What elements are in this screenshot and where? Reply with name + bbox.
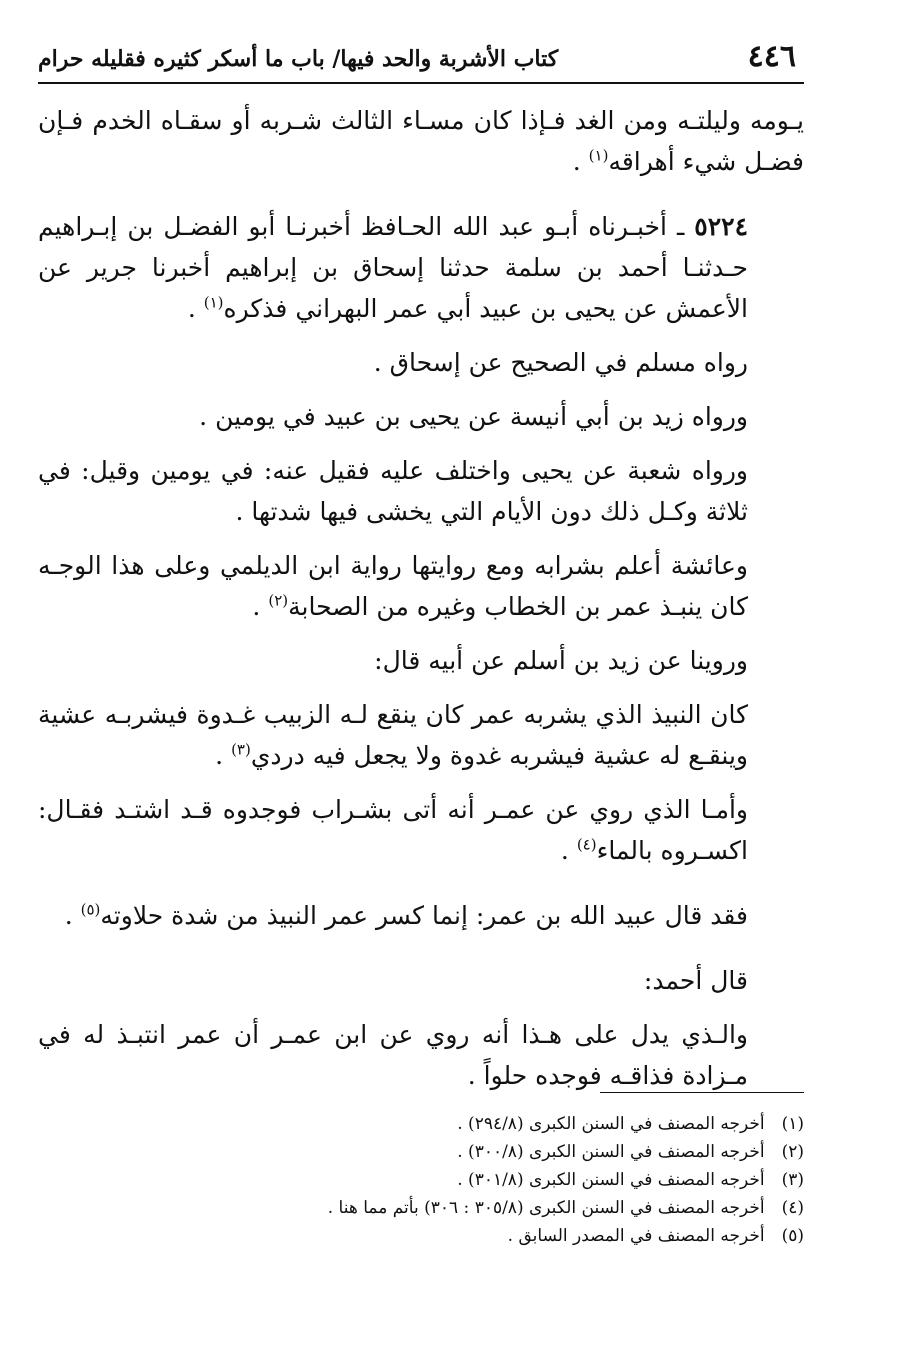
paragraph-text: قال أحمد: (643, 966, 748, 995)
paragraph (38, 100, 804, 182)
paragraph-text: ورواه زيد بن أبي أنيسة عن يحيى بن عبيد في يومين . (199, 402, 748, 431)
paragraph-text: وأمـا الذي روي عن عمـر أنه أتى بشـراب فوجدوه قـد اشتـد فقـال: اكسـروه بالماء (38, 795, 748, 865)
paragraph-text: رواه مسلم في الصحيح عن إسحاق . (373, 348, 748, 377)
footnote-reference: (٣) (231, 740, 251, 759)
paragraph (38, 640, 804, 681)
paragraph (38, 960, 804, 1001)
paragraph-end: . (64, 901, 81, 930)
paragraph (38, 545, 804, 627)
footnote-number: (٣) (781, 1170, 804, 1190)
paragraph-text: والـذي يدل على هـذا أنه روي عن ابن عمـر أن عمر انتبـذ له في مـزادة فذاقـه فوجده حلواً . (38, 1020, 748, 1090)
footnote-reference: (٢) (268, 591, 289, 610)
paragraph-text: وروينا عن زيد بن أسلم عن أبيه قال: (374, 646, 748, 675)
paragraph (38, 789, 804, 871)
book-page (38, 28, 804, 1318)
paragraph-end: . (252, 592, 269, 621)
paragraph (38, 1014, 804, 1096)
body-text (38, 100, 804, 1096)
footnote (38, 1110, 804, 1138)
footnote-text: أخرجه المصنف في المصدر السابق . (507, 1226, 765, 1246)
paragraph-end: . (572, 147, 589, 176)
paragraph-text: وعائشة أعلم بشرابه ومع روايتها رواية ابن الديلمي وعلى هذا الوجـه كان ينبـذ عمر بن الخطاب وغيره من الصحابة (38, 551, 748, 621)
footnote-reference: (٤) (576, 835, 597, 854)
footnote-number: (١) (781, 1114, 804, 1134)
paragraph-end: . (215, 741, 232, 770)
paragraph-text: ـ أخبـرناه أبـو عبد الله الحـافظ أخبرنـا أبو الفضـل بن إبـراهيم حـدثنـا أحمد بن سلمة حدثنا إسحاق بن إبراهيم أخبرنا جرير عن الأعمش عن يحيى بن عبيد أبي عمر البهراني فذكره (38, 212, 748, 323)
paragraph-text: كان النبيذ الذي يشربه عمر كان ينقع لـه الزبيب غـدوة فيشربـه عشية وينقـع له عشية فيشربه غدوة ولا يجعل فيه دردي (38, 700, 748, 770)
page-header (38, 28, 804, 84)
paragraph-end: . (187, 294, 204, 323)
paragraph-text: يـومه وليلتـه ومن الغد فـإذا كان مسـاء الثالث شـربه أو سقـاه الخدم فـإن فضـل شيء أهراقه (38, 106, 804, 176)
footnote-separator (600, 1092, 804, 1093)
footnote (38, 1138, 804, 1166)
paragraph (38, 450, 804, 532)
running-title: كتاب الأشربة والحد فيها/ باب ما أسكر كثيره فقليله حرام (38, 46, 559, 72)
footnote-reference: (١) (203, 293, 224, 312)
footnote-text: أخرجه المصنف في السنن الكبرى (٣٠٥/٨ : ٣٠٦) بأتم مما هنا . (327, 1198, 765, 1218)
paragraph (38, 396, 804, 437)
footnote-text: أخرجه المصنف في السنن الكبرى (٢٩٤/٨) . (457, 1114, 765, 1134)
footnote (38, 1194, 804, 1222)
footnote (38, 1222, 804, 1250)
paragraph-end: . (560, 836, 577, 865)
paragraph (38, 694, 804, 776)
hadith-number: ٥٢٢٤ (694, 212, 748, 241)
paragraph-text: فقد قال عبيد الله بن عمر: إنما كسر عمر النبيذ من شدة حلاوته (100, 901, 748, 930)
paragraph (38, 895, 804, 936)
footnote (38, 1166, 804, 1194)
footnote-number: (٤) (781, 1198, 804, 1218)
footnotes (38, 1110, 804, 1250)
footnote-number: (٢) (781, 1142, 804, 1162)
footnote-text: أخرجه المصنف في السنن الكبرى (٣٠١/٨) . (457, 1170, 765, 1190)
footnote-reference: (٥) (80, 900, 101, 919)
paragraph-text: ورواه شعبة عن يحيى واختلف عليه فقيل عنه: في يومين وقيل: في ثلاثة وكـل ذلك دون الأيام التي يخشى فيها شدتها . (38, 456, 748, 526)
footnote-reference: (١) (588, 146, 609, 165)
footnote-number: (٥) (781, 1226, 804, 1246)
footnote-text: أخرجه المصنف في السنن الكبرى (٣٠٠/٨) . (457, 1142, 765, 1162)
paragraph (38, 342, 804, 383)
paragraph-hadith (38, 206, 804, 329)
page-number: ٤٤٦ (747, 39, 796, 74)
